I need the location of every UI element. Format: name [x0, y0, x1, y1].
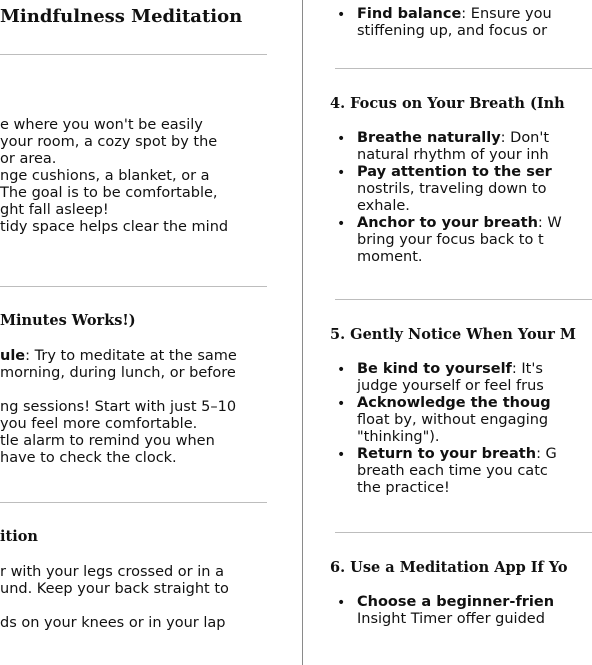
bold-term: ule — [0, 348, 26, 364]
section-heading: Minutes Works!) — [0, 312, 136, 329]
bold-term: Acknowledge the thoug — [357, 395, 551, 411]
schedule-line: morning, during lunch, or before — [0, 365, 236, 381]
schedule-line: you feel more comfortable. — [0, 416, 198, 432]
bold-term: Pay attention to the ser — [357, 164, 552, 180]
bold-term: Return to your breath — [357, 446, 537, 462]
bullet-line — [357, 446, 557, 463]
bullet-dot: • — [337, 447, 346, 463]
divider — [0, 286, 267, 287]
divider — [0, 502, 267, 503]
section-heading: 4. Focus on Your Breath (Inh — [330, 95, 565, 112]
divider — [335, 532, 592, 533]
bullet-line: "thinking"). — [357, 429, 440, 445]
bullet-dot: • — [337, 7, 346, 23]
section-heading: 5. Gently Notice When Your M — [330, 326, 576, 343]
bullet-line: bring your focus back to t — [357, 232, 544, 248]
bullet-line: breath each time you catc — [357, 463, 548, 479]
schedule-line: tle alarm to remind you when — [0, 433, 215, 449]
intro-line: or area. — [0, 151, 57, 167]
bold-term: Choose a beginner-frien — [357, 594, 555, 610]
section-heading: 6. Use a Meditation App If Yo — [330, 559, 568, 576]
divider — [335, 68, 592, 69]
bold-term: Breathe naturally — [357, 130, 501, 146]
position-line: r with your legs crossed or in a — [0, 564, 224, 580]
intro-line: e where you won't be easily — [0, 117, 203, 133]
intro-line: nge cushions, a blanket, or a — [0, 168, 210, 184]
bullet-line — [357, 361, 543, 378]
body-text: : It's — [511, 361, 543, 377]
bullet-line: Insight Timer offer guided — [357, 611, 545, 627]
divider — [335, 299, 592, 300]
bold-term: Find balance — [357, 6, 462, 22]
bullet-line: nostrils, traveling down to — [357, 181, 547, 197]
body-text: : Ensure you — [461, 6, 552, 22]
bullet-line: exhale. — [357, 198, 410, 214]
page-title: Mindfulness Meditation — [0, 6, 243, 27]
bullet-line — [357, 6, 552, 23]
bullet-line — [357, 215, 562, 232]
bullet-dot: • — [337, 131, 346, 147]
bullet-line — [357, 395, 551, 412]
bullet-line — [357, 130, 549, 147]
bullet-line — [357, 164, 552, 181]
body-text: : G — [536, 446, 557, 462]
intro-line: The goal is to be comfortable, — [0, 185, 218, 201]
intro-line: your room, a cozy spot by the — [0, 134, 218, 150]
intro-line: ght fall asleep! — [0, 202, 109, 218]
divider — [0, 54, 267, 55]
bullet-line: natural rhythm of your inh — [357, 147, 549, 163]
bold-term: Anchor to your breath — [357, 215, 538, 231]
intro-line: tidy space helps clear the mind — [0, 219, 229, 235]
schedule-line: have to check the clock. — [0, 450, 177, 466]
bullet-dot: • — [337, 216, 346, 232]
bullet-dot: • — [337, 165, 346, 181]
bullet-line: judge yourself or feel frus — [357, 378, 544, 394]
bullet-line — [357, 594, 554, 611]
bullet-dot: • — [337, 362, 346, 378]
bullet-line: float by, without engaging — [357, 412, 549, 428]
body-text: : Don't — [500, 130, 550, 146]
body-text: : Try to meditate at the same — [25, 348, 237, 364]
bold-term: Be kind to yourself — [357, 361, 512, 377]
bullet-dot: • — [337, 595, 346, 611]
section-heading: ition — [0, 528, 38, 545]
bullet-dot: • — [337, 396, 346, 412]
schedule-line — [0, 348, 237, 365]
schedule-line: ng sessions! Start with just 5–10 — [0, 399, 237, 415]
bullet-line: stiffening up, and focus or — [357, 23, 548, 39]
body-text: : W — [537, 215, 562, 231]
bullet-line: the practice! — [357, 480, 450, 496]
position-line: ds on your knees or in your lap — [0, 615, 226, 631]
bullet-line: moment. — [357, 249, 423, 265]
column-separator — [302, 0, 303, 665]
position-line: und. Keep your back straight to — [0, 581, 229, 597]
